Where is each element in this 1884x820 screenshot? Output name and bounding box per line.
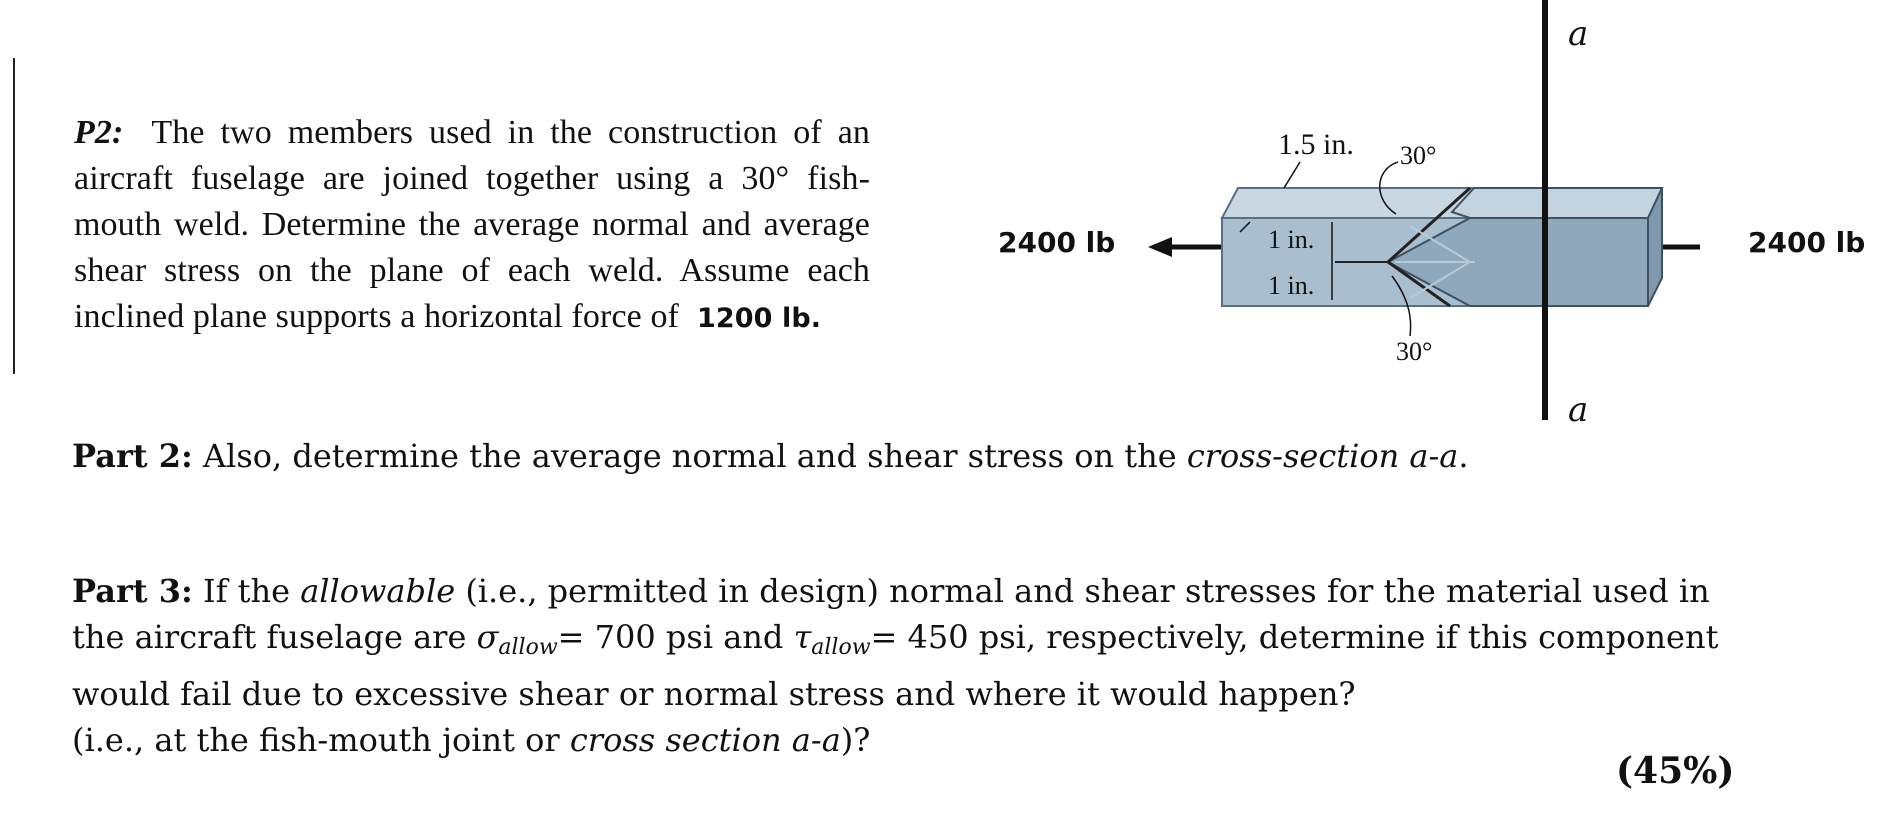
- dim-width-label: 1.5 in.: [1278, 128, 1354, 161]
- part3-text-2: (i.e., permitted in design) normal and shear stresses for the material used in the aircraft fuselage are: [72, 572, 1710, 656]
- part2-label: Part 2:: [72, 437, 193, 475]
- part2-emphasis: cross-section a-a: [1186, 437, 1459, 475]
- right-force-label: 2400 lb: [1748, 226, 1866, 259]
- sigma-char: σ: [476, 618, 499, 656]
- part3-label: Part 3:: [72, 572, 193, 610]
- problem-text: The two members used in the construction of an aircraft fuselage are joined together using a 30° fish-mouth weld. Determine the average normal and average shear stress on the plane of each weld. Assume each inclined plane supports a horizontal force of: [74, 114, 870, 335]
- section-label-bottom: a: [1568, 390, 1589, 430]
- tau-symbol: [793, 618, 871, 660]
- dim-upper-label: 1 in.: [1268, 225, 1315, 254]
- part3-text-6: )?: [840, 721, 871, 759]
- percentage-label: (45%): [1616, 750, 1735, 792]
- left-force-arrowhead: [1148, 237, 1172, 257]
- left-margin-bar: [13, 58, 15, 374]
- sigma-subscript: allow: [498, 635, 558, 660]
- part2-paragraph: [72, 432, 1492, 480]
- angle-top-label: 30°: [1400, 141, 1437, 170]
- left-force-label: 2400 lb: [998, 226, 1116, 259]
- part2-text: Also, determine the average normal and shear stress on the: [192, 437, 1187, 475]
- part3-text-4: = 450 psi, respectively, determine if this component would fail due to excessive shear or normal stress and where it would happen?: [72, 618, 1719, 713]
- part3-paragraph: [72, 568, 1772, 763]
- part2-text-end: .: [1458, 437, 1469, 475]
- tau-subscript: allow: [811, 635, 871, 660]
- tau-char: τ: [793, 618, 812, 656]
- angle-bottom-label: 30°: [1396, 337, 1433, 366]
- right-member-top: [1452, 188, 1662, 218]
- dim-lower-label: 1 in.: [1268, 271, 1315, 300]
- part3-emphasis: cross section a-a: [569, 721, 841, 759]
- part3-allowable: allowable: [300, 572, 456, 610]
- fish-mouth-weld-diagram: [1140, 0, 1700, 430]
- problem-label: P2:: [74, 114, 124, 151]
- sigma-symbol: [476, 618, 558, 660]
- problem-force: 1200 lb.: [696, 303, 822, 334]
- part3-text-3: = 700 psi and: [557, 618, 794, 656]
- part3-text-1: If the: [192, 572, 301, 610]
- dim-width-leader: [1284, 162, 1300, 188]
- section-label-top: a: [1568, 14, 1589, 54]
- problem-statement: [74, 110, 870, 342]
- part3-text-5: (i.e., at the fish-mouth joint or: [72, 721, 570, 759]
- left-member-top: [1222, 188, 1474, 218]
